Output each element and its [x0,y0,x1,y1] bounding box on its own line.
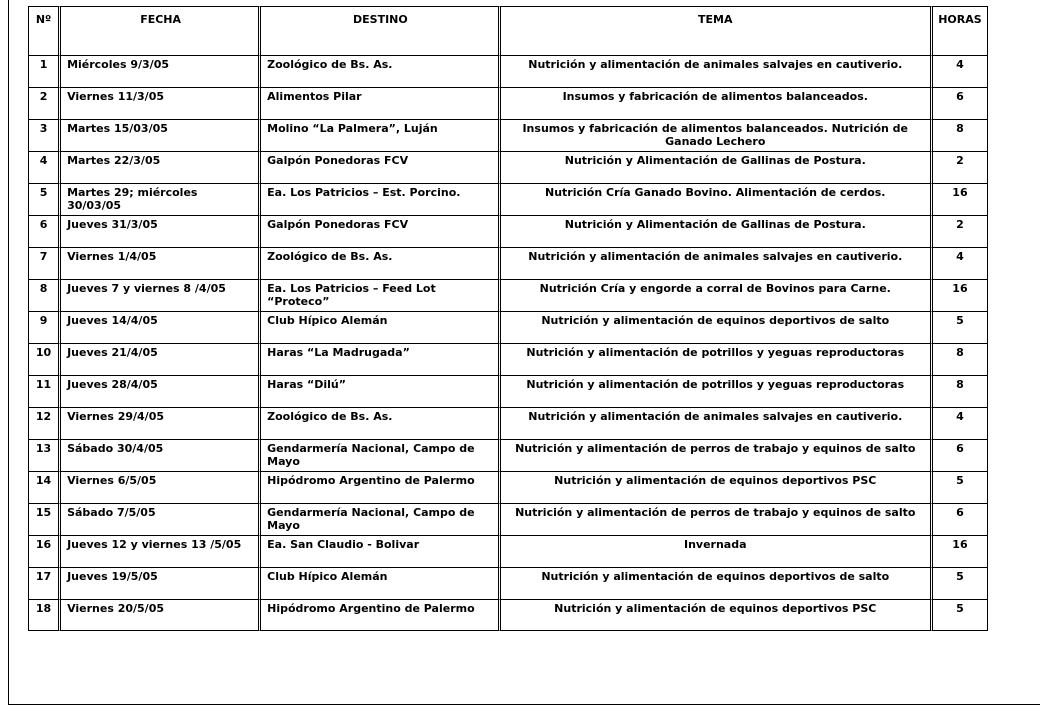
row-destino-cell: Alimentos Pilar [258,87,497,119]
row-horas-cell: 4 [930,55,988,87]
row-horas-cell: 5 [930,599,988,631]
table-row [28,151,988,183]
row-num-cell: 18 [28,599,58,631]
row-tema-cell: Nutrición y alimentación de equinos deportivos PSC [498,471,930,503]
row-fecha-cell: Jueves 19/5/05 [58,567,258,599]
row-horas-cell: 5 [930,471,988,503]
row-tema-cell: Invernada [498,535,930,567]
row-tema-cell: Nutrición Cría y engorde a corral de Bovinos para Carne. [498,279,930,311]
row-destino-cell: Zoológico de Bs. As. [258,55,497,87]
row-fecha-cell: Viernes 6/5/05 [58,471,258,503]
row-horas-cell: 16 [930,279,988,311]
row-tema-cell: Nutrición y alimentación de potrillos y yeguas reproductoras [498,375,930,407]
header-destino: DESTINO [258,6,497,55]
row-num-cell: 4 [28,151,58,183]
table-row [28,183,988,215]
row-fecha-cell: Martes 22/3/05 [58,151,258,183]
row-horas-cell: 2 [930,151,988,183]
table-row [28,375,988,407]
row-tema-cell: Nutrición y alimentación de animales salvajes en cautiverio. [498,407,930,439]
row-destino-cell: Haras “La Madrugada” [258,343,497,375]
row-horas-cell: 8 [930,375,988,407]
row-num-cell: 16 [28,535,58,567]
row-fecha-cell: Jueves 21/4/05 [58,343,258,375]
row-fecha-cell: Viernes 11/3/05 [58,87,258,119]
row-destino-cell: Haras “Dilú” [258,375,497,407]
table-header-row [28,6,988,55]
row-fecha-cell: Martes 29; miércoles 30/03/05 [58,183,258,215]
row-destino-cell: Gendarmería Nacional, Campo de Mayo [258,503,497,535]
header-tema: TEMA [498,6,930,55]
row-num-cell: 9 [28,311,58,343]
table-row [28,343,988,375]
row-destino-cell: Molino “La Palmera”, Luján [258,119,497,151]
row-tema-cell: Nutrición y alimentación de equinos deportivos de salto [498,311,930,343]
row-num-cell: 2 [28,87,58,119]
row-horas-cell: 5 [930,311,988,343]
row-tema-cell: Nutrición y alimentación de perros de trabajo y equinos de salto [498,439,930,471]
row-horas-cell: 4 [930,247,988,279]
row-destino-cell: Zoológico de Bs. As. [258,247,497,279]
row-destino-cell: Hipódromo Argentino de Palermo [258,599,497,631]
row-fecha-cell: Jueves 14/4/05 [58,311,258,343]
row-fecha-cell: Jueves 28/4/05 [58,375,258,407]
row-tema-cell: Nutrición y alimentación de perros de trabajo y equinos de salto [498,503,930,535]
row-horas-cell: 16 [930,535,988,567]
row-fecha-cell: Jueves 7 y viernes 8 /4/05 [58,279,258,311]
table-row [28,279,988,311]
table-row [28,599,988,631]
row-tema-cell: Nutrición y alimentación de animales salvajes en cautiverio. [498,55,930,87]
row-num-cell: 7 [28,247,58,279]
row-num-cell: 6 [28,215,58,247]
row-fecha-cell: Sábado 30/4/05 [58,439,258,471]
row-num-cell: 12 [28,407,58,439]
row-horas-cell: 8 [930,119,988,151]
row-num-cell: 1 [28,55,58,87]
header-fecha: FECHA [58,6,258,55]
table-row [28,215,988,247]
row-num-cell: 14 [28,471,58,503]
row-horas-cell: 16 [930,183,988,215]
row-fecha-cell: Viernes 20/5/05 [58,599,258,631]
row-destino-cell: Ea. Los Patricios – Est. Porcino. [258,183,497,215]
row-tema-cell: Nutrición y alimentación de equinos deportivos PSC [498,599,930,631]
row-horas-cell: 6 [930,87,988,119]
table-row [28,535,988,567]
row-tema-cell: Nutrición y alimentación de animales salvajes en cautiverio. [498,247,930,279]
row-horas-cell: 6 [930,503,988,535]
row-num-cell: 3 [28,119,58,151]
header-num: Nº [28,6,58,55]
visits-schedule-table [28,6,988,631]
row-num-cell: 17 [28,567,58,599]
row-horas-cell: 8 [930,343,988,375]
row-fecha-cell: Jueves 12 y viernes 13 /5/05 [58,535,258,567]
row-horas-cell: 2 [930,215,988,247]
table-row [28,311,988,343]
row-tema-cell: Nutrición y alimentación de equinos deportivos de salto [498,567,930,599]
row-tema-cell: Nutrición y alimentación de potrillos y yeguas reproductoras [498,343,930,375]
row-destino-cell: Zoológico de Bs. As. [258,407,497,439]
row-tema-cell: Nutrición y Alimentación de Gallinas de Postura. [498,151,930,183]
table-row [28,567,988,599]
row-horas-cell: 5 [930,567,988,599]
row-num-cell: 8 [28,279,58,311]
table-row [28,407,988,439]
row-tema-cell: Nutrición Cría Ganado Bovino. Alimentación de cerdos. [498,183,930,215]
row-num-cell: 10 [28,343,58,375]
table-row [28,471,988,503]
row-destino-cell: Hipódromo Argentino de Palermo [258,471,497,503]
row-tema-cell: Nutrición y Alimentación de Gallinas de Postura. [498,215,930,247]
header-horas: HORAS [930,6,988,55]
row-destino-cell: Galpón Ponedoras FCV [258,151,497,183]
table-row [28,503,988,535]
row-fecha-cell: Viernes 29/4/05 [58,407,258,439]
row-fecha-cell: Sábado 7/5/05 [58,503,258,535]
row-horas-cell: 6 [930,439,988,471]
row-fecha-cell: Jueves 31/3/05 [58,215,258,247]
row-num-cell: 13 [28,439,58,471]
row-tema-cell: Insumos y fabricación de alimentos balanceados. Nutrición de Ganado Lechero [498,119,930,151]
row-fecha-cell: Miércoles 9/3/05 [58,55,258,87]
table-row [28,87,988,119]
row-num-cell: 11 [28,375,58,407]
page-frame-left-rule [8,0,9,705]
row-destino-cell: Gendarmería Nacional, Campo de Mayo [258,439,497,471]
row-num-cell: 15 [28,503,58,535]
row-destino-cell: Ea. Los Patricios – Feed Lot “Proteco” [258,279,497,311]
table-row [28,119,988,151]
row-tema-cell: Insumos y fabricación de alimentos balanceados. [498,87,930,119]
row-destino-cell: Club Hípico Alemán [258,567,497,599]
row-destino-cell: Club Hípico Alemán [258,311,497,343]
table-row [28,439,988,471]
table-row [28,55,988,87]
row-horas-cell: 4 [930,407,988,439]
page-frame-bottom-rule [8,704,1040,705]
row-num-cell: 5 [28,183,58,215]
row-destino-cell: Ea. San Claudio - Bolivar [258,535,497,567]
table-row [28,247,988,279]
row-fecha-cell: Viernes 1/4/05 [58,247,258,279]
row-destino-cell: Galpón Ponedoras FCV [258,215,497,247]
row-fecha-cell: Martes 15/03/05 [58,119,258,151]
